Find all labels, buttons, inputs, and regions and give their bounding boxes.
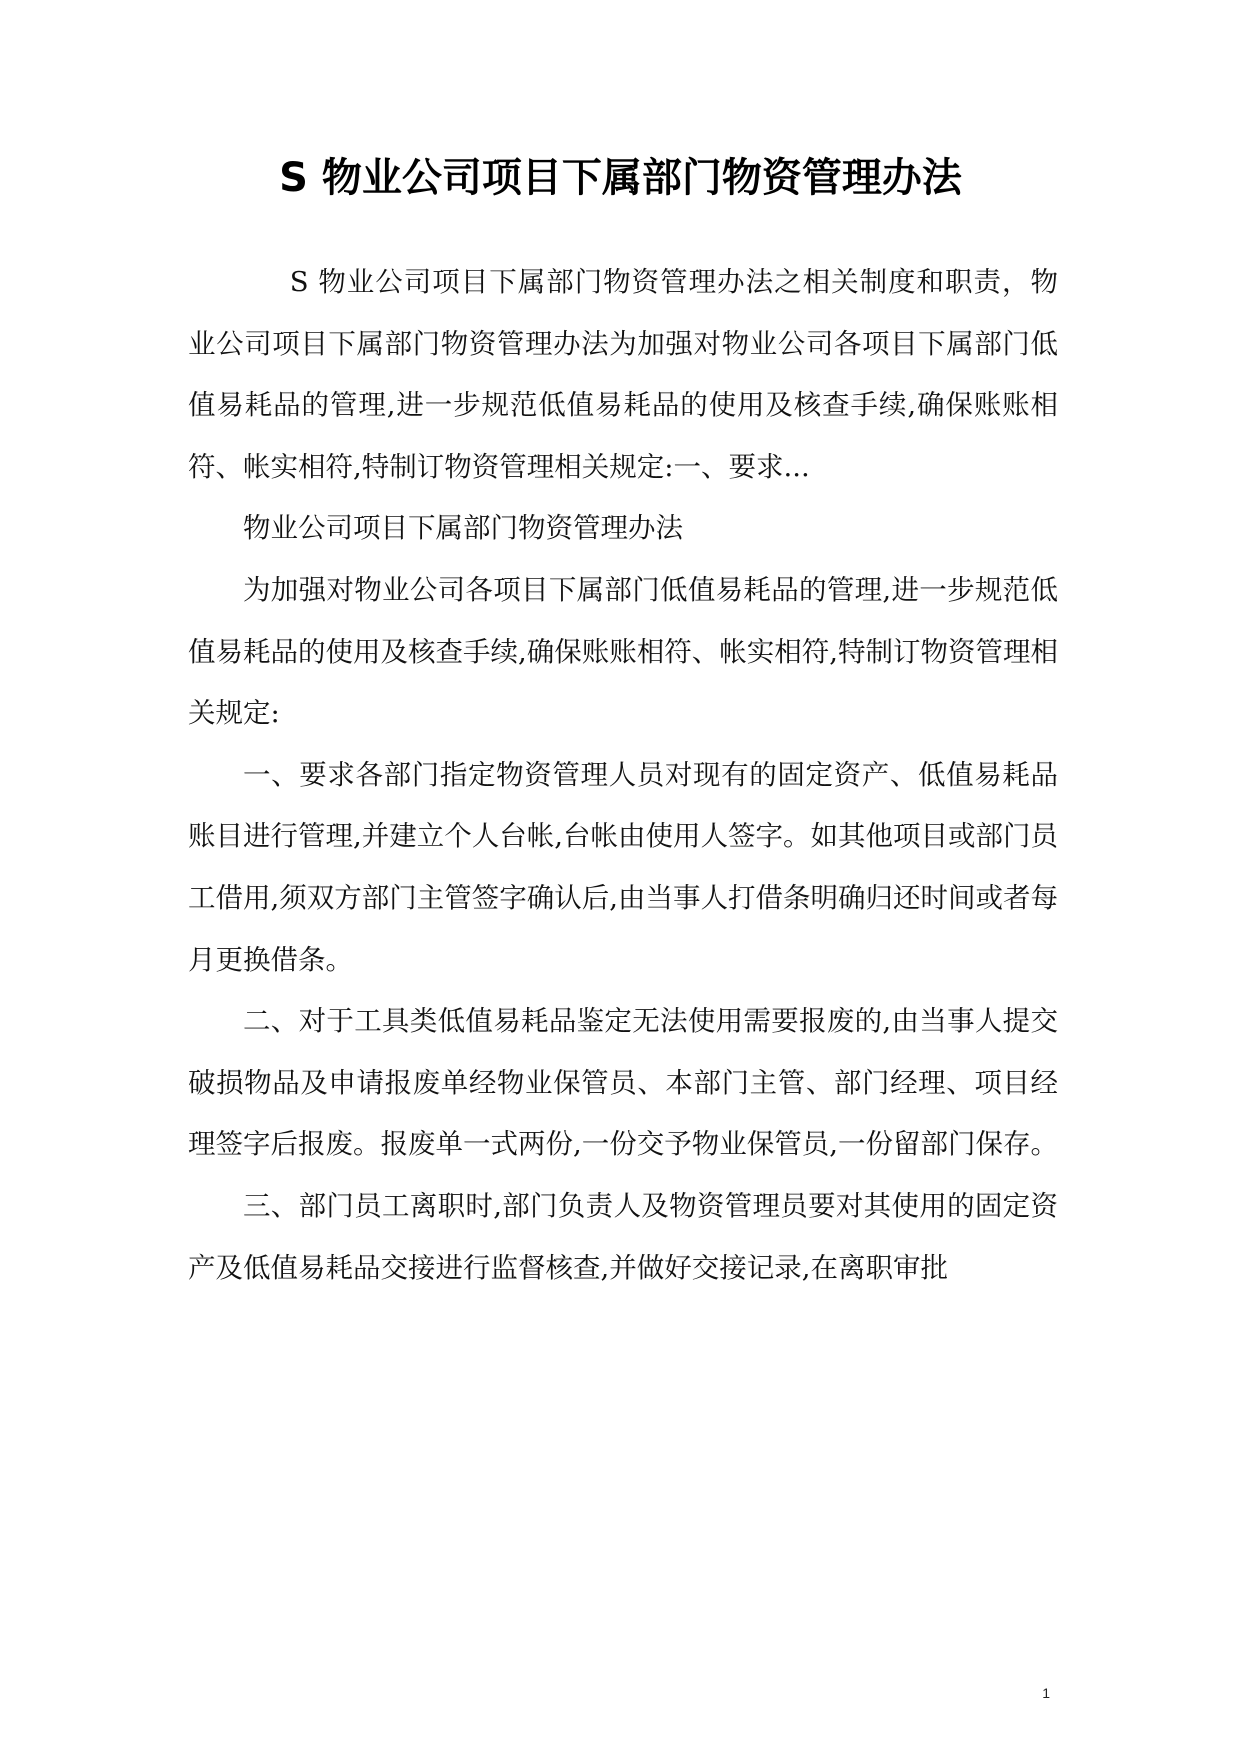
paragraph-rule-3: 三、部门员工离职时,部门负责人及物资管理员要对其使用的固定资产及低值易耗品交接进行监督核查,并做好交接记录,在离职审批 bbox=[188, 1189, 1058, 1284]
page-number: 1 bbox=[1042, 1685, 1050, 1701]
paragraph-rule-1: 一、要求各部门指定物资管理人员对现有的固定资产、低值易耗品账目进行管理,并建立个人台帐,台帐由使用人签字。如其他项目或部门员工借用,须双方部门主管签字确认后,由当事人打借条明确归还时间或者每月更换借条。 bbox=[188, 758, 1058, 976]
document-title: S 物业公司项目下属部门物资管理办法 bbox=[279, 155, 962, 201]
paragraph-intro: 为加强对物业公司各项目下属部门低值易耗品的管理,进一步规范低值易耗品的使用及核查手续,确保账账相符、帐实相符,特制订物资管理相关规定: bbox=[188, 573, 1058, 730]
paragraph-summary: S 物业公司项目下属部门物资管理办法之相关制度和职责，物业公司项目下属部门物资管理办法为加强对物业公司各项目下属部门低值易耗品的管理,进一步规范低值易耗品的使用及核查手续,确保账账相符、帐实相符,特制订物资管理相关规定:一、要求... bbox=[188, 266, 1058, 483]
paragraph-heading: 物业公司项目下属部门物资管理办法 bbox=[243, 512, 683, 545]
paragraph-rule-2: 二、对于工具类低值易耗品鉴定无法使用需要报废的,由当事人提交破损物品及申请报废单经物业保管员、本部门主管、部门经理、项目经理签字后报废。报废单一式两份,一份交予物业保管员,一份留部门保存。 bbox=[188, 1005, 1058, 1161]
document-body bbox=[188, 252, 1058, 1299]
